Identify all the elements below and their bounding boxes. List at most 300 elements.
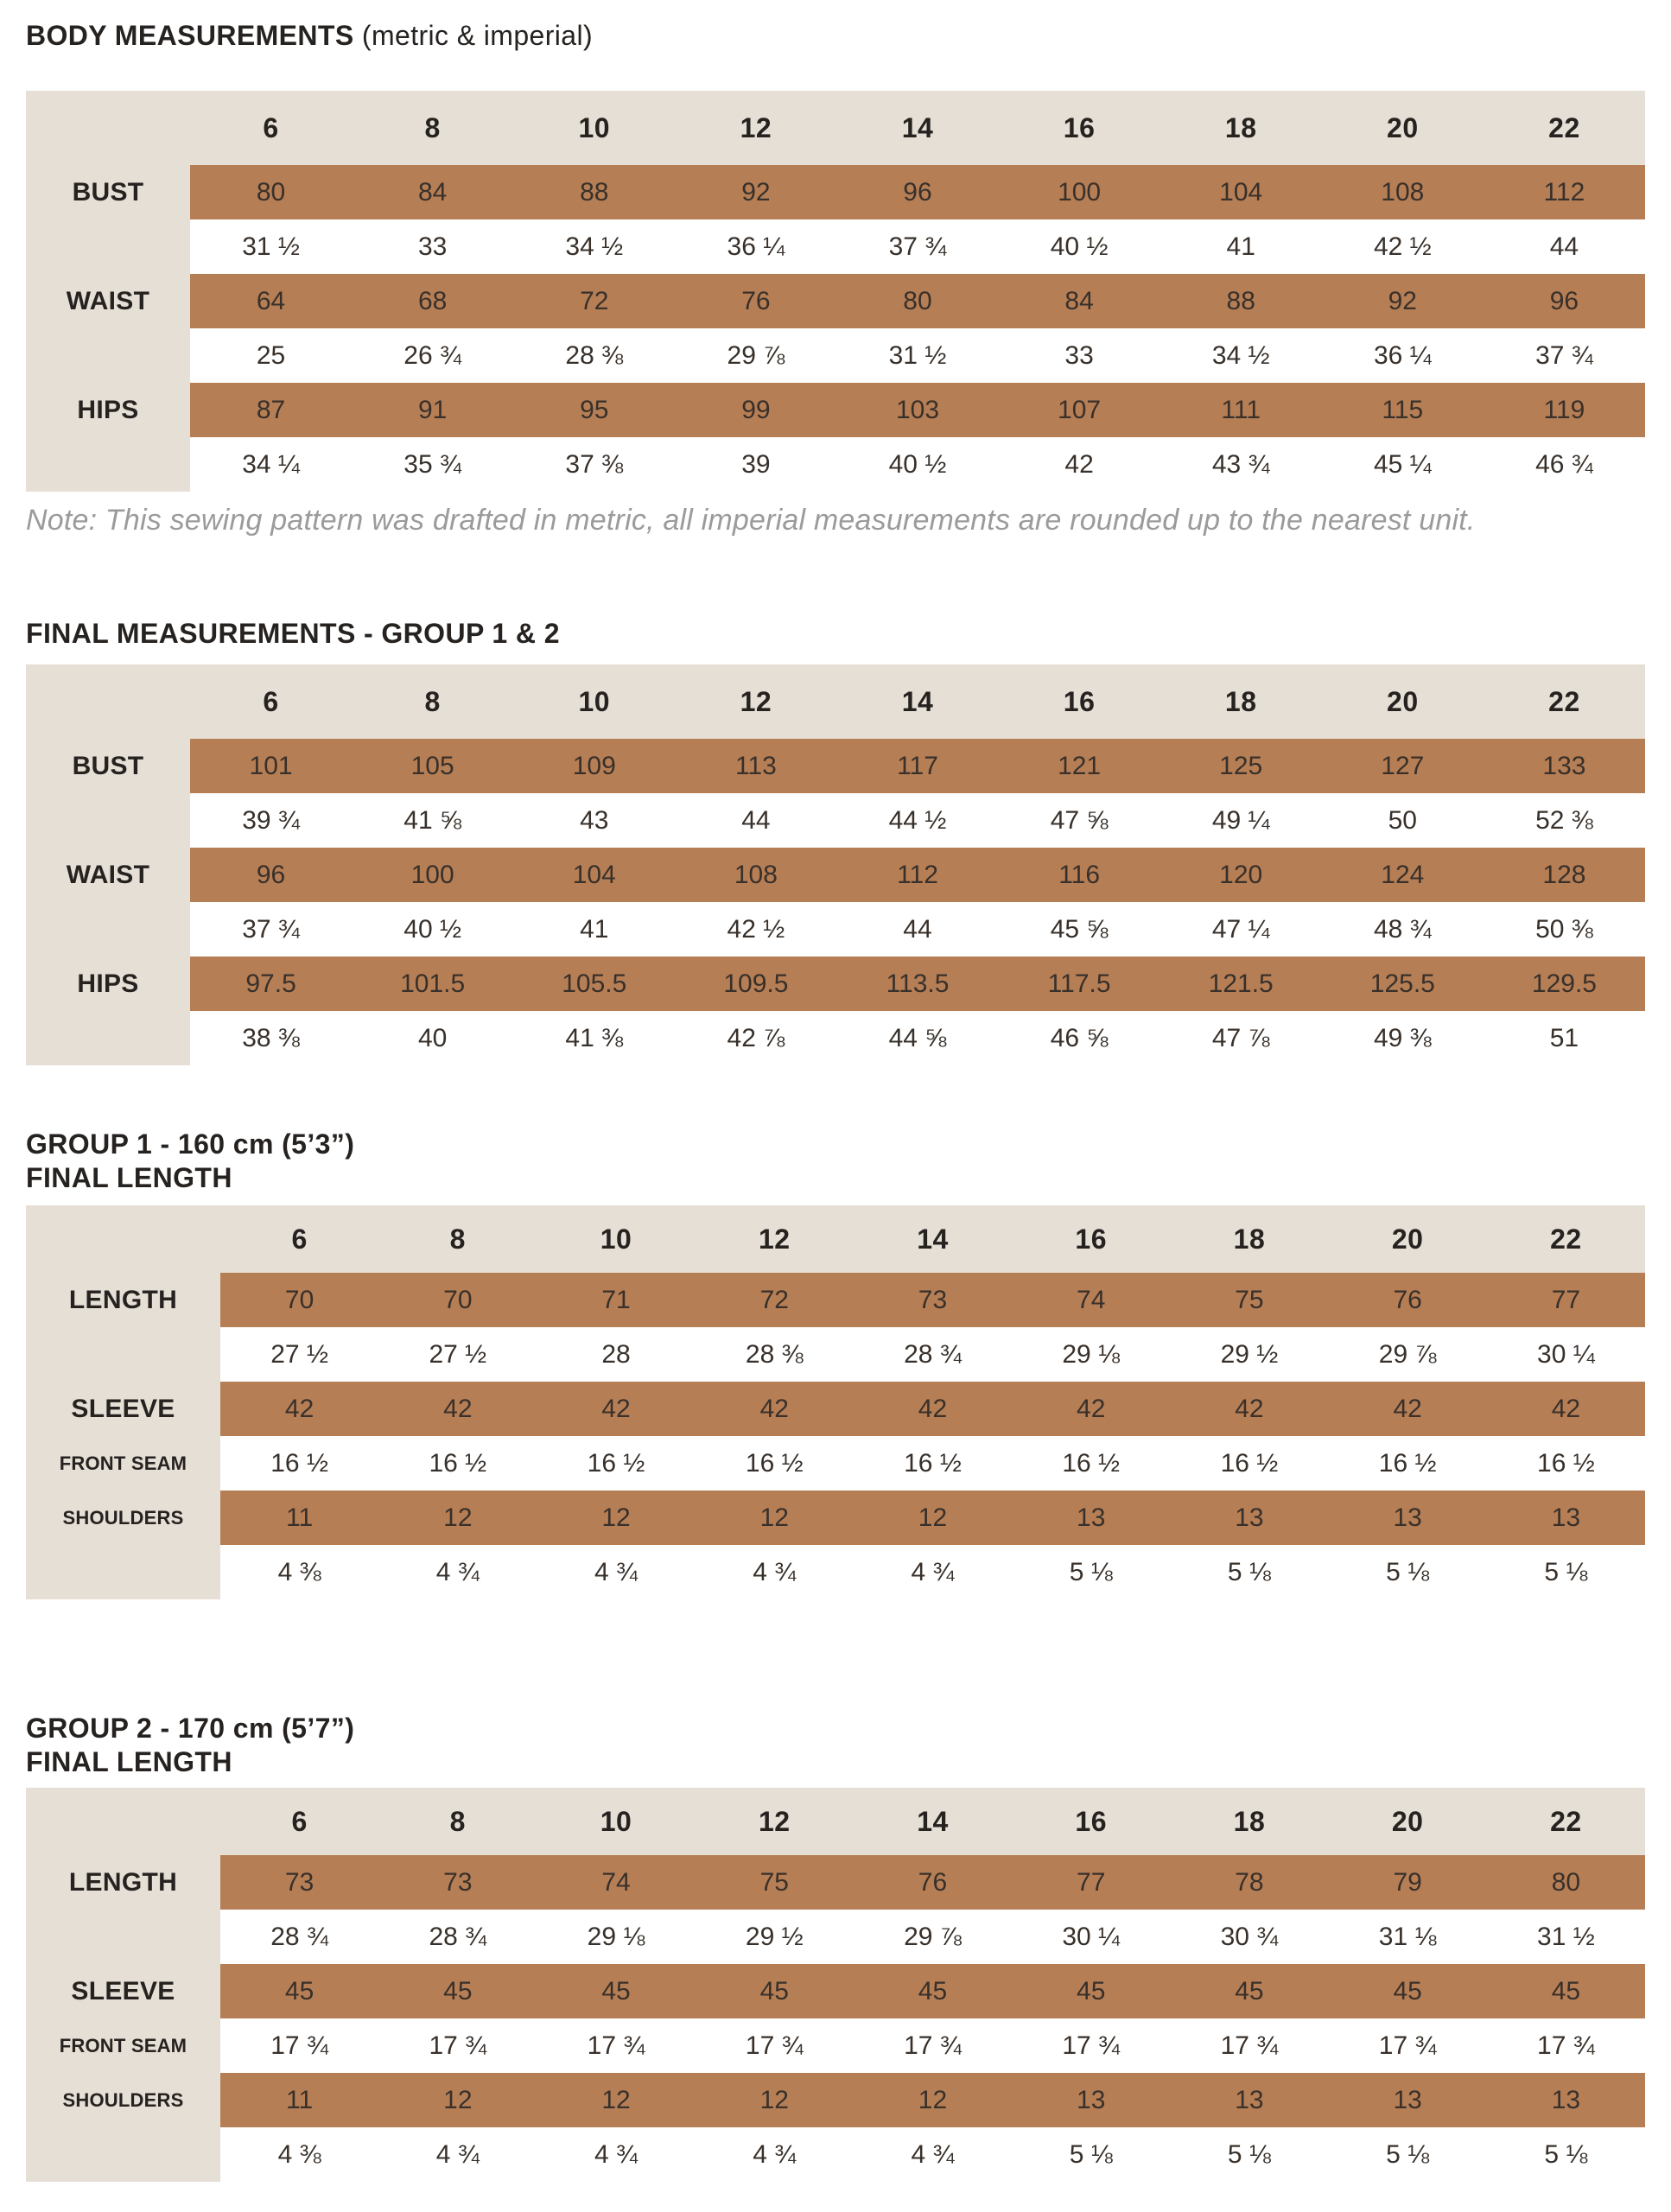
measurement-cell: 16 ½ — [1012, 1436, 1170, 1491]
measurement-cell: 5 ⅛ — [1170, 2127, 1328, 2182]
measurement-cell: 17 ¾ — [537, 2018, 695, 2073]
measurement-cell: 107 — [999, 383, 1160, 437]
size-column-header: 14 — [917, 1223, 949, 1255]
section-body-measurements — [26, 19, 1645, 537]
measurement-cell: 12 — [378, 1491, 537, 1545]
measurement-cell: 28 — [537, 1327, 695, 1382]
measurement-cell: 51 — [1484, 1011, 1645, 1065]
measurement-cell: 76 — [854, 1855, 1012, 1910]
measurement-cell: 47 ⅝ — [999, 793, 1160, 848]
body-measurements-heading — [26, 19, 1645, 53]
heading-line — [26, 617, 1645, 651]
measurement-cell: 16 ½ — [378, 1436, 537, 1491]
measurement-cell: 112 — [836, 848, 998, 902]
measurement-cell: 96 — [1484, 274, 1645, 328]
measurement-cell: 68 — [352, 274, 513, 328]
measurement-row-sleeve-metric — [26, 1964, 1645, 2018]
heading-line — [26, 19, 1645, 53]
measurement-cell: 45 — [854, 1964, 1012, 2018]
size-column-header: 14 — [901, 111, 934, 143]
measurement-cell: 115 — [1322, 383, 1484, 437]
measurement-cell: 44 — [836, 902, 998, 957]
measurement-cell: 41 ⅜ — [513, 1011, 675, 1065]
measurement-cell: 111 — [1160, 383, 1322, 437]
measurement-cell: 13 — [1329, 1491, 1487, 1545]
size-column-header: 18 — [1233, 1223, 1266, 1255]
measurement-cell: 45 — [696, 1964, 854, 2018]
measurement-cell: 42 — [1012, 1382, 1170, 1436]
size-column-header: 18 — [1233, 1805, 1266, 1837]
measurement-cell: 42 ½ — [675, 902, 836, 957]
measurement-cell: 16 ½ — [1329, 1436, 1487, 1491]
measurement-cell: 11 — [220, 2073, 378, 2127]
measurement-cell: 12 — [537, 2073, 695, 2127]
measurement-cell: 30 ¾ — [1170, 1910, 1328, 1964]
measurement-cell: 46 ⅝ — [999, 1011, 1160, 1065]
measurement-cell: 45 — [537, 1964, 695, 2018]
row-label: HIPS — [26, 957, 190, 1011]
row-label: BUST — [26, 165, 190, 219]
measurement-cell: 112 — [1484, 165, 1645, 219]
measurement-cell: 108 — [1322, 165, 1484, 219]
measurement-cell: 35 ¾ — [352, 437, 513, 492]
row-label: SHOULDERS — [26, 1491, 220, 1545]
measurement-cell: 37 ¾ — [190, 902, 352, 957]
measurement-row-waist-metric — [26, 274, 1645, 328]
measurement-cell: 88 — [1160, 274, 1322, 328]
row-label: WAIST — [26, 274, 190, 328]
measurement-cell: 5 ⅛ — [1012, 2127, 1170, 2182]
measurement-cell: 116 — [999, 848, 1160, 902]
measurement-cell: 17 ¾ — [1329, 2018, 1487, 2073]
measurement-cell: 12 — [696, 1491, 854, 1545]
measurement-cell: 80 — [836, 274, 998, 328]
heading-text: GROUP 2 - 170 cm (5’7”) — [26, 1713, 355, 1744]
heading-line — [26, 1161, 1645, 1195]
measurement-cell: 33 — [352, 219, 513, 274]
size-column-header: 16 — [1075, 1223, 1108, 1255]
measurement-cell: 28 ¾ — [378, 1910, 537, 1964]
measurement-cell: 100 — [352, 848, 513, 902]
measurement-row-row-imperial — [26, 1545, 1645, 1599]
measurement-cell: 17 ¾ — [1170, 2018, 1328, 2073]
size-header-row — [26, 664, 1645, 739]
row-label — [26, 2127, 220, 2182]
size-column-header: 14 — [901, 685, 934, 717]
size-column-header: 16 — [1075, 1805, 1108, 1837]
measurement-cell: 92 — [1322, 274, 1484, 328]
size-column-header: 16 — [1063, 685, 1096, 717]
measurement-cell: 70 — [378, 1273, 537, 1327]
measurement-cell: 44 — [1484, 219, 1645, 274]
heading-line — [26, 1745, 1645, 1779]
measurement-cell: 92 — [675, 165, 836, 219]
size-header-row — [26, 1205, 1645, 1273]
measurement-cell: 84 — [352, 165, 513, 219]
final-measurements-group-1-2-table — [26, 664, 1645, 1065]
measurement-cell: 119 — [1484, 383, 1645, 437]
measurement-row-row-imperial — [26, 1327, 1645, 1382]
measurement-cell: 5 ⅛ — [1170, 1545, 1328, 1599]
group-2-final-length-table — [26, 1788, 1645, 2182]
measurement-cell: 47 ⅞ — [1160, 1011, 1322, 1065]
measurement-cell: 45 ⅝ — [999, 902, 1160, 957]
measurement-cell: 128 — [1484, 848, 1645, 902]
measurement-cell: 45 — [1487, 1964, 1645, 2018]
measurement-cell: 4 ¾ — [378, 2127, 537, 2182]
measurement-cell: 40 ½ — [999, 219, 1160, 274]
size-column-header: 22 — [1550, 1223, 1582, 1255]
size-column-header: 8 — [449, 1223, 466, 1255]
row-label — [26, 1011, 190, 1065]
measurement-cell: 45 — [220, 1964, 378, 2018]
measurement-cell: 96 — [190, 848, 352, 902]
size-column-header: 8 — [424, 111, 441, 143]
measurement-cell: 12 — [378, 2073, 537, 2127]
measurement-cell: 76 — [675, 274, 836, 328]
measurement-cell: 97.5 — [190, 957, 352, 1011]
measurement-cell: 17 ¾ — [220, 2018, 378, 2073]
size-column-header: 12 — [758, 1223, 791, 1255]
measurement-cell: 113.5 — [836, 957, 998, 1011]
size-column-header: 6 — [291, 1805, 308, 1837]
measurement-cell: 16 ½ — [1170, 1436, 1328, 1491]
measurement-cell: 27 ½ — [220, 1327, 378, 1382]
measurement-cell: 42 — [854, 1382, 1012, 1436]
measurement-cell: 4 ¾ — [854, 1545, 1012, 1599]
measurement-cell: 4 ¾ — [854, 2127, 1012, 2182]
row-label: FRONT SEAM — [26, 1436, 220, 1491]
measurement-cell: 43 — [513, 793, 675, 848]
size-column-header: 12 — [740, 685, 772, 717]
measurement-cell: 44 ⅝ — [836, 1011, 998, 1065]
measurement-cell: 73 — [854, 1273, 1012, 1327]
measurement-cell: 39 — [675, 437, 836, 492]
measurement-cell: 88 — [513, 165, 675, 219]
measurement-cell: 29 ⅞ — [1329, 1327, 1487, 1382]
measurement-cell: 13 — [1170, 2073, 1328, 2127]
size-column-header: 10 — [600, 1223, 632, 1255]
measurement-cell: 100 — [999, 165, 1160, 219]
size-column-header: 10 — [578, 685, 611, 717]
measurement-cell: 74 — [1012, 1273, 1170, 1327]
measurement-cell: 13 — [1329, 2073, 1487, 2127]
final-measurements-group-1-2-heading — [26, 617, 1645, 651]
row-label — [26, 328, 190, 383]
row-label: LENGTH — [26, 1855, 220, 1910]
measurement-row-row-imperial — [26, 1011, 1645, 1065]
row-label — [26, 1327, 220, 1382]
row-label: LENGTH — [26, 1273, 220, 1327]
measurement-cell: 25 — [190, 328, 352, 383]
measurement-row-row-imperial — [26, 793, 1645, 848]
size-column-header: 20 — [1387, 111, 1419, 143]
measurement-cell: 39 ¾ — [190, 793, 352, 848]
measurement-cell: 28 ¾ — [220, 1910, 378, 1964]
measurement-cell: 16 ½ — [220, 1436, 378, 1491]
measurement-cell: 45 — [1170, 1964, 1328, 2018]
measurement-cell: 117.5 — [999, 957, 1160, 1011]
measurement-cell: 16 ½ — [1487, 1436, 1645, 1491]
measurement-cell: 17 ¾ — [1012, 2018, 1170, 2073]
measurement-cell: 42 — [378, 1382, 537, 1436]
measurement-cell: 45 ¼ — [1322, 437, 1484, 492]
measurement-cell: 29 ½ — [696, 1910, 854, 1964]
measurement-cell: 17 ¾ — [696, 2018, 854, 2073]
measurement-row-row-imperial — [26, 1910, 1645, 1964]
measurement-row-row-imperial — [26, 219, 1645, 274]
size-header-spacer — [26, 664, 190, 739]
measurement-cell: 28 ⅜ — [696, 1327, 854, 1382]
measurement-cell: 117 — [836, 739, 998, 793]
measurement-cell: 44 ½ — [836, 793, 998, 848]
measurement-cell: 4 ¾ — [696, 1545, 854, 1599]
heading-line — [26, 1712, 1645, 1745]
row-label — [26, 793, 190, 848]
measurement-cell: 31 ½ — [190, 219, 352, 274]
size-column-header: 18 — [1224, 111, 1257, 143]
measurement-cell: 4 ¾ — [537, 2127, 695, 2182]
measurement-cell: 31 ½ — [1487, 1910, 1645, 1964]
measurement-cell: 16 ½ — [696, 1436, 854, 1491]
measurement-cell: 133 — [1484, 739, 1645, 793]
section-final-measurements-group-1-2 — [26, 617, 1645, 1065]
measurement-cell: 64 — [190, 274, 352, 328]
measurement-cell: 29 ½ — [1170, 1327, 1328, 1382]
measurement-cell: 120 — [1160, 848, 1322, 902]
measurement-row-hips-metric — [26, 383, 1645, 437]
measurement-cell: 4 ⅜ — [220, 1545, 378, 1599]
size-header-spacer — [26, 91, 190, 165]
group-1-final-length-table — [26, 1205, 1645, 1599]
row-label — [26, 902, 190, 957]
measurement-cell: 45 — [378, 1964, 537, 2018]
group-1-final-length-heading — [26, 1128, 1645, 1195]
measurement-cell: 101 — [190, 739, 352, 793]
size-header-row — [26, 1788, 1645, 1855]
measurement-cell: 42 — [1487, 1382, 1645, 1436]
measurement-cell: 78 — [1170, 1855, 1328, 1910]
measurement-cell: 12 — [537, 1491, 695, 1545]
measurement-cell: 50 — [1322, 793, 1484, 848]
size-column-header: 8 — [424, 685, 441, 717]
size-column-header: 8 — [449, 1805, 466, 1837]
size-header-spacer — [26, 1788, 220, 1855]
measurement-row-length-metric — [26, 1855, 1645, 1910]
heading-text: GROUP 1 - 160 cm (5’3”) — [26, 1128, 355, 1160]
measurement-cell: 84 — [999, 274, 1160, 328]
measurement-cell: 4 ¾ — [537, 1545, 695, 1599]
row-label: SHOULDERS — [26, 2073, 220, 2127]
measurement-cell: 11 — [220, 1491, 378, 1545]
measurement-cell: 16 ½ — [537, 1436, 695, 1491]
measurement-cell: 77 — [1487, 1273, 1645, 1327]
size-column-header: 22 — [1548, 685, 1580, 717]
row-label: SLEEVE — [26, 1382, 220, 1436]
measurement-cell: 129.5 — [1484, 957, 1645, 1011]
heading-text: FINAL MEASUREMENTS - GROUP 1 & 2 — [26, 618, 560, 649]
measurement-cell: 79 — [1329, 1855, 1487, 1910]
measurement-cell: 36 ¼ — [675, 219, 836, 274]
measurement-row-bust-metric — [26, 165, 1645, 219]
measurement-cell: 76 — [1329, 1273, 1487, 1327]
measurement-cell: 41 ⅝ — [352, 793, 513, 848]
measurement-cell: 73 — [378, 1855, 537, 1910]
measurement-cell: 72 — [696, 1273, 854, 1327]
measurement-cell: 40 ½ — [836, 437, 998, 492]
measurement-cell: 49 ¼ — [1160, 793, 1322, 848]
measurement-cell: 42 ½ — [1322, 219, 1484, 274]
measurement-cell: 42 — [537, 1382, 695, 1436]
measurement-cell: 91 — [352, 383, 513, 437]
measurement-cell: 42 — [999, 437, 1160, 492]
measurement-cell: 108 — [675, 848, 836, 902]
measurement-cell: 73 — [220, 1855, 378, 1910]
measurement-cell: 103 — [836, 383, 998, 437]
measurement-cell: 101.5 — [352, 957, 513, 1011]
measurement-row-shoulders-metric — [26, 1491, 1645, 1545]
measurement-cell: 34 ¼ — [190, 437, 352, 492]
metric-note: Note: This sewing pattern was drafted in metric, all imperial measurements are rounded up to the nearest unit. — [26, 504, 1476, 537]
measurement-cell: 12 — [696, 2073, 854, 2127]
measurement-cell: 109.5 — [675, 957, 836, 1011]
measurement-cell: 13 — [1170, 1491, 1328, 1545]
measurement-cell: 4 ⅜ — [220, 2127, 378, 2182]
measurement-cell: 80 — [1487, 1855, 1645, 1910]
row-label: WAIST — [26, 848, 190, 902]
measurement-cell: 37 ¾ — [1484, 328, 1645, 383]
measurement-cell: 13 — [1487, 2073, 1645, 2127]
measurement-cell: 44 — [675, 793, 836, 848]
measurement-cell: 45 — [1012, 1964, 1170, 2018]
row-label — [26, 1910, 220, 1964]
measurement-cell: 17 ¾ — [854, 2018, 1012, 2073]
size-column-header: 20 — [1391, 1223, 1424, 1255]
heading-text: BODY MEASUREMENTS — [26, 20, 354, 51]
measurement-cell: 13 — [1012, 1491, 1170, 1545]
measurement-cell: 30 ¼ — [1012, 1910, 1170, 1964]
size-column-header: 10 — [600, 1805, 632, 1837]
row-label — [26, 1545, 220, 1599]
measurement-cell: 5 ⅛ — [1329, 1545, 1487, 1599]
measurement-cell: 31 ⅛ — [1329, 1910, 1487, 1964]
measurement-cell: 75 — [1170, 1273, 1328, 1327]
row-label: BUST — [26, 739, 190, 793]
heading-text: FINAL LENGTH — [26, 1162, 232, 1193]
size-header-spacer — [26, 1205, 220, 1273]
measurement-cell: 109 — [513, 739, 675, 793]
measurement-cell: 113 — [675, 739, 836, 793]
measurement-cell: 34 ½ — [1160, 328, 1322, 383]
measurement-cell: 48 ¾ — [1322, 902, 1484, 957]
size-column-header: 12 — [758, 1805, 791, 1837]
measurement-cell: 77 — [1012, 1855, 1170, 1910]
measurement-cell: 5 ⅛ — [1487, 1545, 1645, 1599]
row-label — [26, 219, 190, 274]
measurement-cell: 28 ¾ — [854, 1327, 1012, 1382]
measurement-cell: 99 — [675, 383, 836, 437]
measurement-row-bust-metric — [26, 739, 1645, 793]
size-column-header: 10 — [578, 111, 611, 143]
measurement-cell: 52 ⅜ — [1484, 793, 1645, 848]
measurement-cell: 74 — [537, 1855, 695, 1910]
measurement-cell: 29 ⅞ — [854, 1910, 1012, 1964]
measurement-row-length-metric — [26, 1273, 1645, 1327]
measurement-cell: 127 — [1322, 739, 1484, 793]
measurement-cell: 30 ¼ — [1487, 1327, 1645, 1382]
measurement-cell: 4 ¾ — [378, 1545, 537, 1599]
size-column-header: 18 — [1224, 685, 1257, 717]
measurement-cell: 96 — [836, 165, 998, 219]
size-column-header: 6 — [263, 111, 279, 143]
measurement-row-shoulders-metric — [26, 2073, 1645, 2127]
measurement-cell: 31 ½ — [836, 328, 998, 383]
measurement-cell: 80 — [190, 165, 352, 219]
measurement-cell: 17 ¾ — [1487, 2018, 1645, 2073]
group-2-final-length-heading — [26, 1712, 1645, 1779]
measurement-cell: 34 ½ — [513, 219, 675, 274]
measurement-row-row-imperial — [26, 902, 1645, 957]
measurement-cell: 36 ¼ — [1322, 328, 1484, 383]
size-column-header: 16 — [1063, 111, 1096, 143]
heading-text: FINAL LENGTH — [26, 1746, 232, 1777]
measurement-cell: 124 — [1322, 848, 1484, 902]
measurement-cell: 37 ¾ — [836, 219, 998, 274]
measurement-cell: 72 — [513, 274, 675, 328]
measurement-cell: 5 ⅛ — [1012, 1545, 1170, 1599]
measurement-row-hips-metric — [26, 957, 1645, 1011]
measurement-cell: 75 — [696, 1855, 854, 1910]
section-group-1-final-length — [26, 1128, 1645, 1599]
measurement-cell: 47 ¼ — [1160, 902, 1322, 957]
row-label: SLEEVE — [26, 1964, 220, 2018]
measurement-cell: 41 — [1160, 219, 1322, 274]
measurement-cell: 16 ½ — [854, 1436, 1012, 1491]
measurement-cell: 33 — [999, 328, 1160, 383]
measurement-cell: 13 — [1487, 1491, 1645, 1545]
measurement-cell: 29 ⅞ — [675, 328, 836, 383]
measurement-cell: 27 ½ — [378, 1327, 537, 1382]
measurement-cell: 46 ¾ — [1484, 437, 1645, 492]
measurement-row-front-seam-imperial — [26, 1436, 1645, 1491]
measurement-cell: 42 ⅞ — [675, 1011, 836, 1065]
measurement-cell: 70 — [220, 1273, 378, 1327]
size-column-header: 22 — [1550, 1805, 1582, 1837]
measurement-row-sleeve-metric — [26, 1382, 1645, 1436]
measurement-cell: 42 — [1329, 1382, 1487, 1436]
section-group-2-final-length — [26, 1712, 1645, 2182]
row-label — [26, 437, 190, 492]
measurement-cell: 5 ⅛ — [1329, 2127, 1487, 2182]
measurement-cell: 121.5 — [1160, 957, 1322, 1011]
body-measurements-table — [26, 91, 1645, 492]
measurement-cell: 40 ½ — [352, 902, 513, 957]
measurement-row-front-seam-imperial — [26, 2018, 1645, 2073]
measurement-cell: 13 — [1012, 2073, 1170, 2127]
measurement-cell: 42 — [220, 1382, 378, 1436]
measurement-cell: 50 ⅜ — [1484, 902, 1645, 957]
measurement-cell: 104 — [513, 848, 675, 902]
measurement-cell: 45 — [1329, 1964, 1487, 2018]
measurement-cell: 42 — [1170, 1382, 1328, 1436]
measurement-cell: 42 — [696, 1382, 854, 1436]
measurement-cell: 43 ¾ — [1160, 437, 1322, 492]
size-column-header: 6 — [291, 1223, 308, 1255]
row-label: HIPS — [26, 383, 190, 437]
measurement-cell: 95 — [513, 383, 675, 437]
measurement-cell: 71 — [537, 1273, 695, 1327]
size-column-header: 22 — [1548, 111, 1580, 143]
